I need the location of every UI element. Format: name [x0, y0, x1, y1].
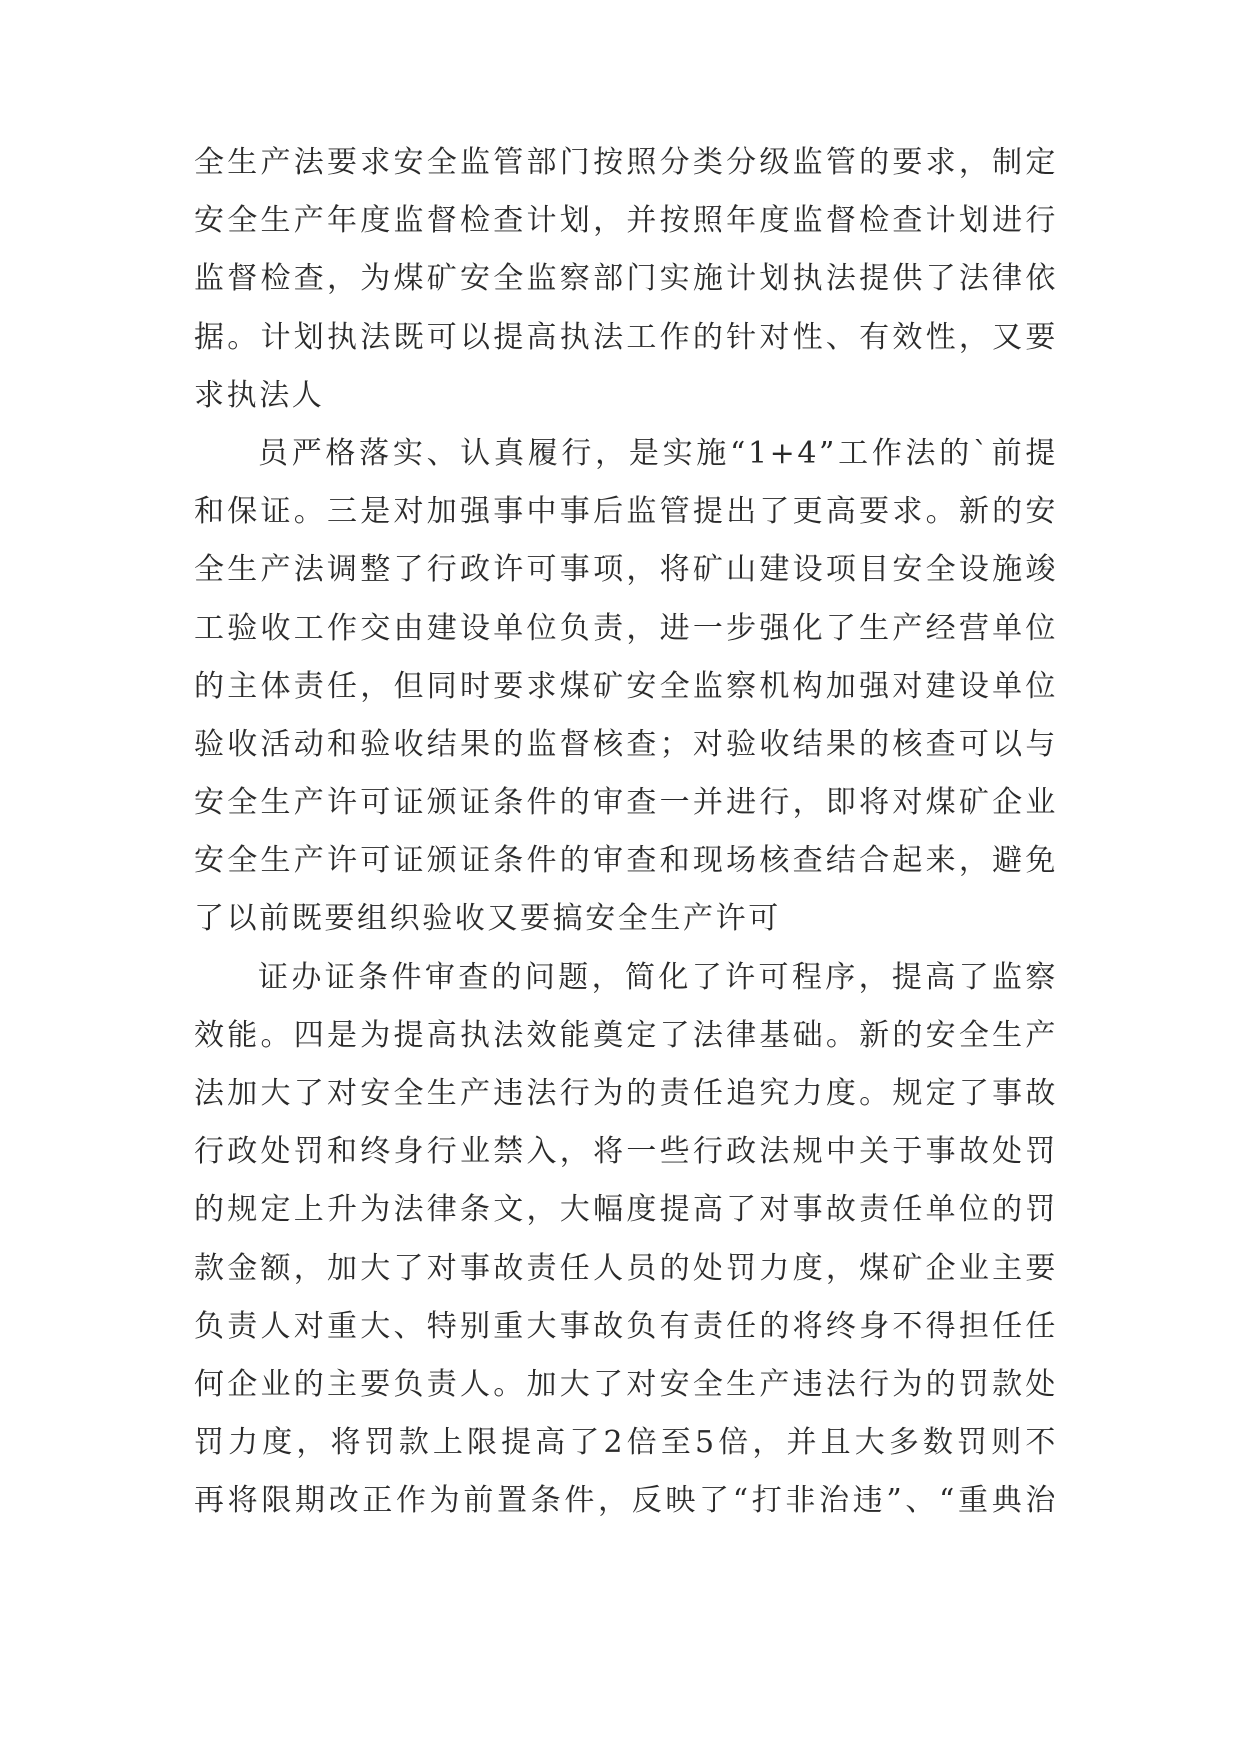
text-line: 全生产法调整了行政许可事项，将矿山建设项目安全设施竣 [194, 552, 1058, 588]
text-line: 验收活动和验收结果的监督核查；对验收结果的核查可以与 [194, 726, 1058, 762]
text-line: 和保证。三是对加强事中事后监管提出了更高要求。新的安 [194, 494, 1058, 530]
text-line: 证办证条件审查的问题，简化了许可程序，提高了监察 [258, 959, 1058, 995]
text-line: 款金额，加大了对事故责任人员的处罚力度，煤矿企业主要 [194, 1250, 1058, 1286]
text-line: 行政处罚和终身行业禁入，将一些行政法规中关于事故处罚 [194, 1134, 1058, 1170]
text-line: 罚力度，将罚款上限提高了2倍至5倍，并且大多数罚则不 [194, 1425, 1058, 1461]
text-line: 全生产法要求安全监管部门按照分类分级监管的要求，制定 [194, 145, 1058, 180]
text-line: 监督检查，为煤矿安全监察部门实施计划执法提供了法律依 [194, 261, 1058, 297]
text-line: 员严格落实、认真履行，是实施“1+4”工作法的`前提 [258, 435, 1058, 471]
text-line: 安全生产许可证颁证条件的审查和现场核查结合起来，避免 [194, 843, 1058, 879]
text-line: 工验收工作交由建设单位负责，进一步强化了生产经营单位 [194, 610, 1058, 646]
text-line: 效能。四是为提高执法效能奠定了法律基础。新的安全生产 [194, 1017, 1058, 1053]
text-line: 求执法人 [194, 377, 325, 413]
text-line: 安全生产年度监督检查计划，并按照年度监督检查计划进行 [194, 203, 1058, 239]
text-line: 了以前既要组织验收又要搞安全生产许可 [194, 901, 781, 937]
text-line: 再将限期改正作为前置条件，反映了“打非治违”、“重典治 [194, 1483, 1058, 1519]
text-line: 的主体责任，但同时要求煤矿安全监察机构加强对建设单位 [194, 668, 1058, 704]
text-line: 据。计划执法既可以提高执法工作的针对性、有效性，又要 [194, 319, 1058, 355]
text-line: 法加大了对安全生产违法行为的责任追究力度。规定了事故 [194, 1076, 1058, 1111]
text-line: 负责人对重大、特别重大事故负有责任的将终身不得担任任 [194, 1308, 1058, 1344]
text-line: 的规定上升为法律条文，大幅度提高了对事故责任单位的罚 [194, 1192, 1058, 1228]
document-body [194, 134, 1058, 1531]
text-line: 何企业的主要负责人。加大了对安全生产违法行为的罚款处 [194, 1366, 1058, 1402]
text-line: 安全生产许可证颁证条件的审查一并进行，即将对煤矿企业 [194, 785, 1058, 821]
